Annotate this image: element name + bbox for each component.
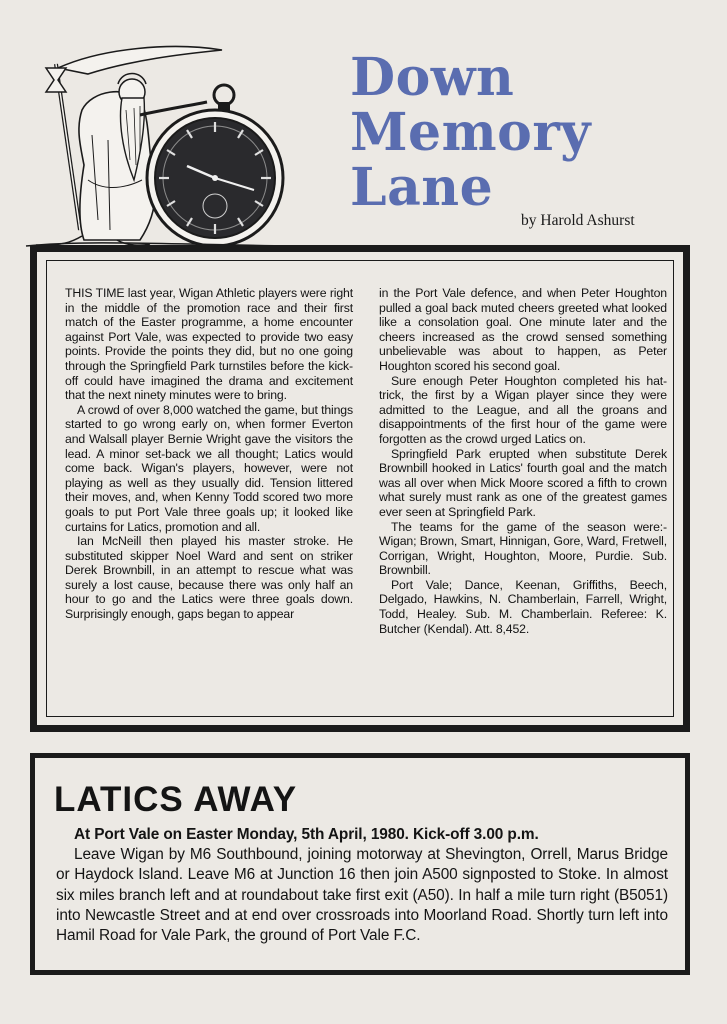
article-columns — [65, 286, 667, 636]
latics-away-body — [56, 825, 668, 946]
latics-away-title: LATICS AWAY — [54, 780, 298, 819]
article-paragraph: Port Vale; Dance, Keenan, Griffiths, Beech, Delgado, Hawkins, N. Chamberlain, Farrell, Wright, Todd, Healey. Sub. M. Chamberlain. Referee: K. Butcher (Kendal). Att. 8,452. — [379, 577, 667, 636]
article-box — [30, 245, 690, 732]
article-column-right — [379, 286, 667, 636]
article-paragraph: Sure enough Peter Houghton completed his hat-trick, the first by a Wigan player since they were admitted to the League, and all the groans and disappointments of the first hour of the game were forgotten as the crowd urged Latics on. — [379, 373, 667, 446]
title-line: Down — [350, 47, 515, 108]
article-paragraph: in the Port Vale defence, and when Peter Houghton pulled a goal back muted cheers greeted what looked like a consolation goal. One minute later and the cheers increased as the crowd sensed something unbelievable was about to happen, as Peter Houghton scored his second goal. — [379, 286, 667, 373]
article-paragraph: The teams for the game of the season were:- Wigan; Brown, Smart, Hinnigan, Gore, Ward, Fretwell, Corrigan, Wright, Houghton, Moore, Purdie. Sub. Brownbill. — [379, 519, 667, 578]
article-paragraph: THIS TIME last year, Wigan Athletic players were right in the middle of the promotion race and their first match of the Easter programme, a home encounter against Port Vale, was expected to provide two easy points. Provide the points they did, but no one going through the Springfield Park turnstiles before the kick-off could have imagined the drama and excitement that the next ninety minutes were to bring. — [65, 286, 353, 403]
page-title — [350, 47, 591, 218]
byline: by Harold Ashurst — [521, 212, 635, 229]
travel-directions: Leave Wigan by M6 Southbound, joining motorway at Shevington, Orrell, Marus Bridge or Haydock Island. Leave M6 at Junction 16 then join A500 signposted to Stoke. In almost six miles branch left and at roundabout take first exit (A50). In half a mile turn right (B5051) into Newcastle Street and at end over crossroads into Moorland Road. Shortly turn left into Hamil Road for Vale Park, the ground of Port Vale F.C. — [56, 846, 668, 945]
article-paragraph: A crowd of over 8,000 watched the game, but things started to go wrong early on, when former Everton and Walsall player Bernie Wright gave the visitors the lead. A minor set-back we all thought; Latics would come back. Wigan's players, however, were not playing as well as they usually did. Tension littered their moves, and, when Kenny Todd scored two more goals to put Port Vale three goals up; it looked like curtains for Latics, promotion and all. — [65, 402, 353, 534]
latics-away-box — [30, 753, 690, 975]
fixture-heading: At Port Vale on Easter Monday, 5th April, 1980. Kick-off 3.00 p.m. — [74, 826, 539, 843]
title-line: Lane — [350, 157, 494, 218]
article-paragraph: Ian McNeill then played his master stroke. He substituted skipper Noel Ward and sent on striker Derek Brownbill, in an attempt to rescue what was surely a lost cause, because there was only half an hour to go and the Latics were three goals down. Surprisingly enough, gaps began to appear — [65, 534, 353, 622]
title-line: Memory — [350, 102, 591, 163]
article-column-left — [65, 286, 353, 636]
article-paragraph: Springfield Park erupted when substitute Derek Brownbill hooked in Latics' fourth goal and the match was all over when Mick Moore scored a fifth to crown what surely must rank as one of the greatest games ever seen at Springfield Park. — [379, 446, 667, 519]
father-time-with-pocket-watch-icon — [22, 40, 292, 250]
